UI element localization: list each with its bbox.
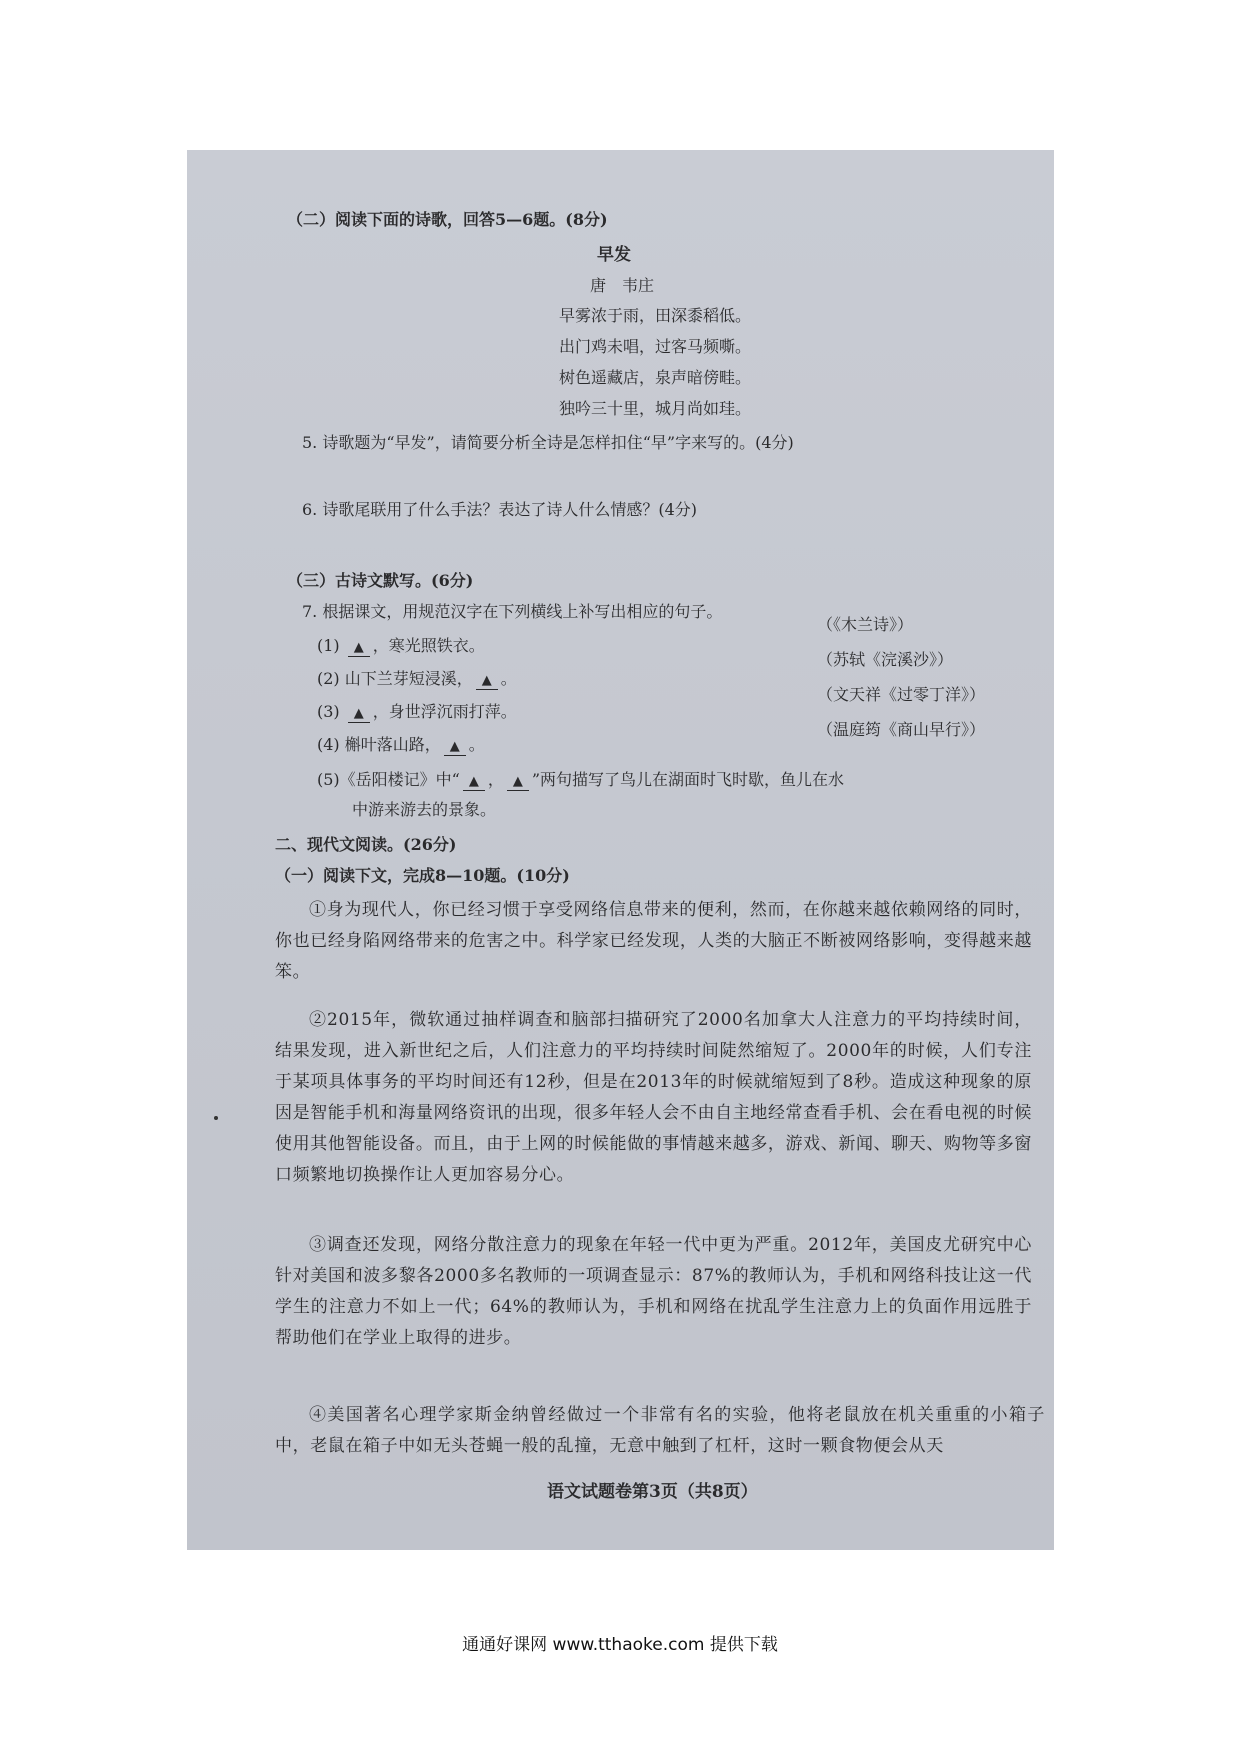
download-watermark: 通通好课网 www.tthaoke.com 提供下载 <box>462 1635 778 1655</box>
answer-blank[interactable]: ▲ <box>463 774 485 791</box>
paragraph-2: ②2015年，微软通过抽样调查和脑部扫描研究了2000名加拿大人注意力的平均持续时间，结果发现，进入新世纪之后，人们注意力的平均持续时间陡然缩短了。2000年的时候，人们专注于某项具体事务的平均时间还有12秒，但是在2013年的时候就缩短到了8秒。造成这种现象的原因是智能手机和海量网络资讯的出现，很多年轻人会不由自主地经常查看手机、会在看电视的时候使用其他智能设备。而且，由于上网的时候能做的事情越来越多，游戏、新闻、聊天、购物等多窗口频繁地切换操作让人更加容易分心。 <box>275 1010 1032 1185</box>
answer-blank[interactable]: ▲ <box>444 739 466 756</box>
answer-blank[interactable]: ▲ <box>507 774 529 791</box>
scanned-exam-page <box>187 150 1054 1550</box>
fill-item-5: (5)《岳阳楼记》中“ ▲ ， ▲ ”两句描写了鸟儿在湖面时飞时歇，鱼儿在水 <box>317 770 845 789</box>
source-2: （苏轼《浣溪沙》） <box>817 650 954 669</box>
specks <box>214 1116 218 1120</box>
poem-section-heading: （二）阅读下面的诗歌，回答5—6题。(8分) <box>287 210 608 229</box>
poem-author: 唐 韦庄 <box>590 276 655 295</box>
paragraph-1: ①身为现代人，你已经习惯于享受网络信息带来的便利，然而，在你越来越依赖网络的同时，你也已经身陷网络带来的危害之中。科学家已经发现，人类的大脑正不断被网络影响，变得越来越笨。 <box>275 900 1032 982</box>
source-3: （文天祥《过零丁洋》） <box>817 685 986 704</box>
source-1: （《木兰诗》） <box>817 615 914 634</box>
part2-subheading: （一）阅读下文，完成8—10题。(10分) <box>275 866 570 885</box>
poem-title: 早发 <box>597 245 631 265</box>
fill-item-5-cont: 中游来游去的景象。 <box>352 800 497 819</box>
source-4: （温庭筠《商山早行》） <box>817 720 986 739</box>
fill-item-3: (3) ▲ ，身世浮沉雨打萍。 <box>317 702 517 721</box>
poem-line-4: 独吟三十里，城月尚如珪。 <box>559 399 752 418</box>
poem-line-1: 早雾浓于雨，田深黍稻低。 <box>559 306 752 325</box>
question-5: 5. 诗歌题为“早发”，请简要分析全诗是怎样扣住“早”字来写的。(4分) <box>302 433 794 452</box>
fill-item-2: (2) 山下兰芽短浸溪， ▲ 。 <box>317 669 517 688</box>
fill-item-1: (1) ▲ ，寒光照铁衣。 <box>317 636 485 655</box>
paragraph-4: ④美国著名心理学家斯金纳曾经做过一个非常有名的实验，他将老鼠放在机关重重的小箱子中，老鼠在箱子中如无头苍蝇一般的乱撞，无意中触到了杠杆，这时一颗食物便会从天 <box>275 1405 1045 1456</box>
poem-line-3: 树色遥藏店，泉声暗傍畦。 <box>559 368 752 387</box>
question-6: 6. 诗歌尾联用了什么手法？表达了诗人什么情感？(4分) <box>302 500 698 519</box>
poem-line-2: 出门鸡未唱，过客马频嘶。 <box>559 337 752 356</box>
answer-blank[interactable]: ▲ <box>476 673 498 690</box>
fill-item-4: (4) 槲叶落山路， ▲ 。 <box>317 735 485 754</box>
paragraph-3: ③调查还发现，网络分散注意力的现象在年轻一代中更为严重。2012年，美国皮尤研究中心针对美国和波多黎各2000多名教师的一项调查显示：87%的教师认为，手机和网络科技让这一代学生的注意力不如上一代；64%的教师认为，手机和网络在扰乱学生注意力上的负面作用远胜于帮助他们在学业上取得的进步。 <box>275 1235 1032 1348</box>
page-footer: 语文试题卷第3页（共8页） <box>547 1482 758 1502</box>
question-7: 7. 根据课文，用规范汉字在下列横线上补写出相应的句子。 <box>302 602 723 621</box>
answer-blank[interactable]: ▲ <box>348 706 370 723</box>
part2-heading: 二、现代文阅读。(26分) <box>275 835 457 854</box>
section3-heading: （三）古诗文默写。(6分) <box>287 571 474 590</box>
answer-blank[interactable]: ▲ <box>348 640 370 657</box>
